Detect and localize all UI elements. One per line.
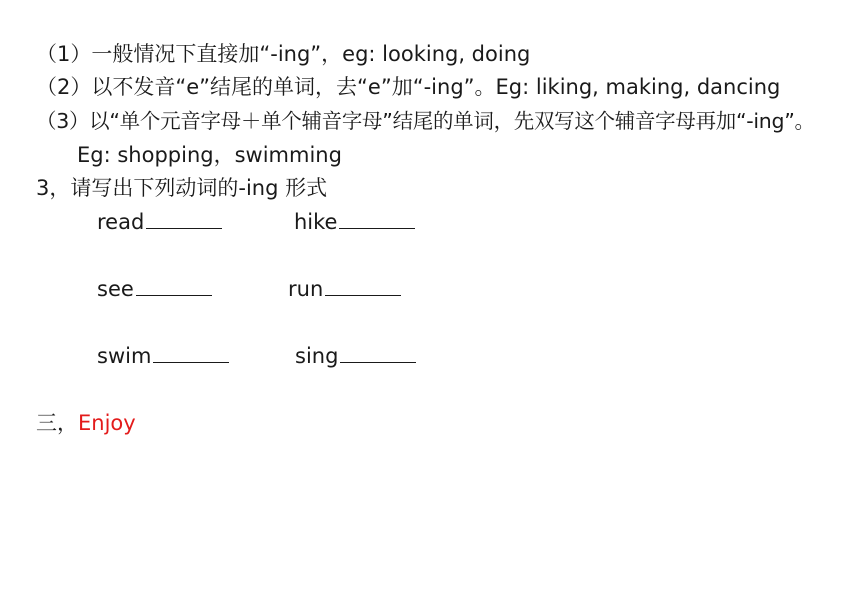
section-prefix: 三， — [36, 411, 78, 435]
answer-blank[interactable] — [136, 277, 212, 296]
exercise-item-hike — [294, 209, 415, 235]
answer-blank[interactable] — [146, 210, 222, 229]
answer-blank[interactable] — [339, 210, 415, 229]
exercise-word: sing — [295, 344, 339, 368]
exercise-word: read — [97, 210, 145, 234]
rule-2: （2）以不发音“e”结尾的单词，去“e”加“-ing”。Eg: liking, making, dancing — [36, 75, 781, 99]
exercise-item-sing — [295, 343, 416, 369]
exercise-item-swim — [97, 343, 229, 369]
section-title: Enjoy — [78, 411, 136, 435]
answer-blank[interactable] — [325, 277, 401, 296]
rule-1: （1）一般情况下直接加“-ing”，eg: looking, doing — [36, 42, 531, 66]
exercise-item-run — [288, 276, 401, 302]
rule-3: （3）以“单个元音字母＋单个辅音字母”结尾的单词，先双写这个辅音字母再加“-ing”。 — [36, 109, 815, 133]
section-heading — [36, 410, 136, 436]
exercise-heading: 3，请写出下列动词的-ing 形式 — [36, 176, 328, 200]
rule-3-example: Eg: shopping，swimming — [77, 143, 342, 167]
exercise-item-read — [97, 209, 222, 235]
answer-blank[interactable] — [340, 344, 416, 363]
exercise-word: swim — [97, 344, 152, 368]
exercise-word: see — [97, 277, 134, 301]
exercise-word: hike — [294, 210, 338, 234]
exercise-item-see — [97, 276, 212, 302]
exercise-word: run — [288, 277, 324, 301]
answer-blank[interactable] — [153, 344, 229, 363]
